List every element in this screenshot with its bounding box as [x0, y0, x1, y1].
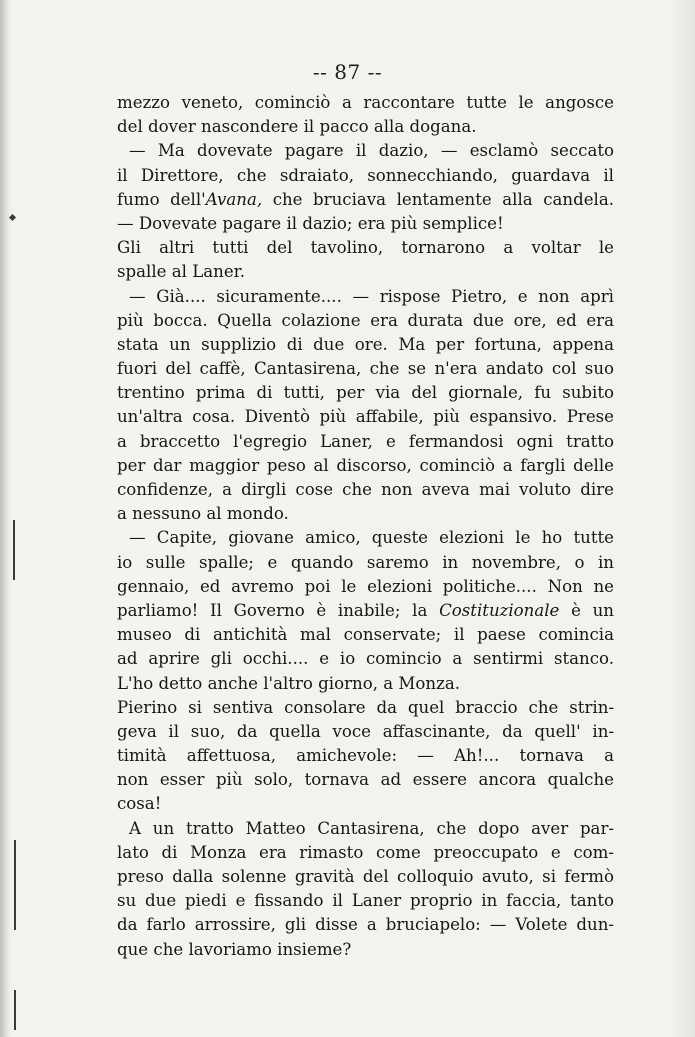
text-line: — Capite, giovane amico, queste elezioni le ho tutte	[129, 528, 614, 548]
text-line: timità affettuosa, amichevole: — Ah!... tornava a	[117, 746, 614, 766]
margin-mark	[9, 214, 16, 221]
text-line: confidenze, a dirgli cose che non aveva mai voluto dire	[117, 480, 614, 499]
text-line: Gli altri tutti del tavolino, tornarono a voltar le	[117, 238, 614, 258]
text-line: trentino prima di tutti, per via del giornale, fu subito	[117, 383, 614, 403]
text-line: un'altra cosa. Diventò più affabile, più espansivo. Prese	[117, 407, 614, 427]
binding-shadow	[0, 0, 10, 1037]
margin-mark	[14, 990, 16, 1030]
text-line: mezzo veneto, cominciò a raccontare tutte le angosce	[117, 93, 614, 112]
text-line: gennaio, ed avremo poi le elezioni politiche.... Non ne	[117, 576, 614, 596]
text-line: da farlo arrossire, gli disse a bruciapelo: — Volete dun-	[117, 915, 614, 935]
margin-mark	[13, 520, 15, 580]
text-line: ad aprire gli occhi.... e io comincio a sentirmi stanco.	[117, 649, 614, 669]
text-line: su due piedi e fissando il Laner proprio in faccia, tanto	[117, 891, 614, 911]
text-line: que che lavoriamo insieme?	[117, 939, 352, 959]
body-text	[117, 91, 614, 962]
text-line: per dar maggior peso al discorso, cominciò a fargli delle	[117, 455, 614, 475]
text-line: a nessuno al mondo.	[117, 504, 289, 524]
text-line: cosa!	[117, 794, 162, 814]
text-line: il Direttore, che sdraiato, sonnecchiando, guardava il	[117, 165, 614, 185]
text-line: fuori del caffè, Cantasirena, che se n'era andato col suo	[117, 359, 614, 379]
text-line: io sulle spalle; e quando saremo in novembre, o in	[117, 552, 614, 572]
text-line: fumo dell'Avana, che bruciava lentamente alla candela.	[117, 189, 614, 209]
text-line: lato di Monza era rimasto come preoccupato e com-	[117, 842, 614, 862]
text-line: più bocca. Quella colazione era durata due ore, ed era	[117, 310, 614, 330]
text-line: — Ma dovevate pagare il dazio, — esclamò seccato	[129, 141, 614, 161]
italic-title: Costituzionale	[439, 600, 560, 620]
text-line: preso dalla solenne gravità del colloquio avuto, si fermò	[117, 867, 614, 886]
text-line: spalle al Laner.	[117, 262, 246, 282]
text-line: museo di antichità mal conservate; il paese comincia	[117, 625, 614, 645]
text-line: A un tratto Matteo Cantasirena, che dopo aver par-	[129, 818, 614, 838]
page-number: -- 87 --	[312, 60, 383, 84]
text-line: L'ho detto anche l'altro giorno, a Monza.	[117, 673, 460, 693]
text-line: parliamo! Il Governo è inabile; la Costituzionale è un	[117, 600, 614, 620]
text-line: Pierino si sentiva consolare da quel braccio che strin-	[117, 697, 614, 717]
text-line: a braccetto l'egregio Laner, e fermandosi ogni tratto	[117, 431, 614, 451]
text-line: non esser più solo, tornava ad essere ancora qualche	[117, 770, 614, 790]
text-line: — Dovevate pagare il dazio; era più semplice!	[117, 213, 504, 233]
italic-title: Avana,	[205, 189, 263, 209]
text-line: — Già.... sicuramente.... — rispose Pietro, e non aprì	[129, 286, 614, 306]
margin-mark	[14, 840, 16, 930]
text-line: geva il suo, da quella voce affascinante, da quell' in-	[117, 721, 614, 741]
text-line: stata un supplizio di due ore. Ma per fortuna, appena	[117, 334, 614, 354]
text-line: del dover nascondere il pacco alla dogana.	[117, 117, 477, 137]
